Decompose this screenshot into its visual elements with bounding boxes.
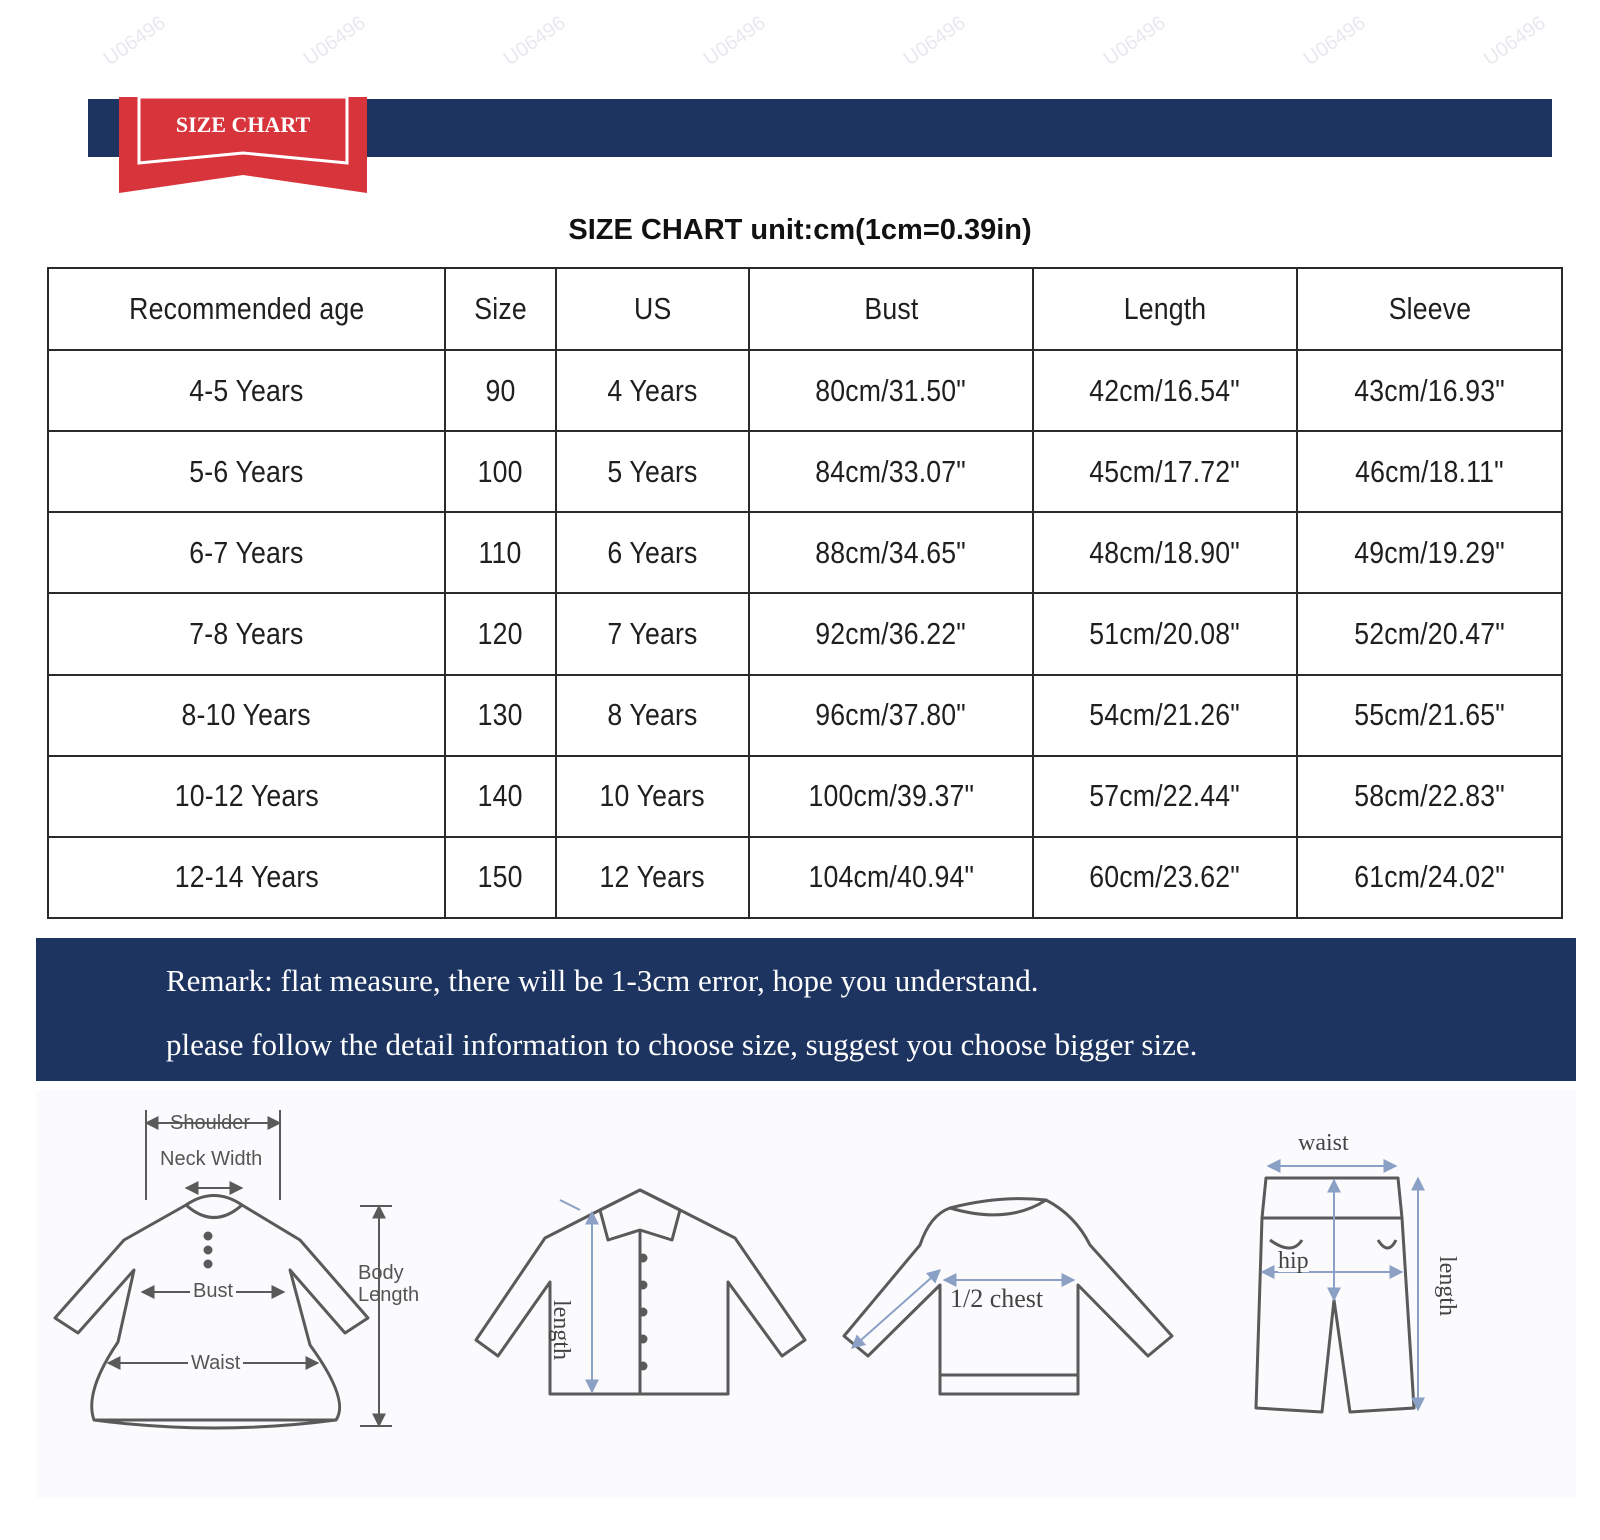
cell-length: 48cm/18.90" <box>1033 512 1297 593</box>
cell-age: 4-5 Years <box>48 350 445 431</box>
label-waist: Waist <box>188 1352 243 1374</box>
label-bust: Bust <box>190 1280 236 1302</box>
cell-sleeve: 55cm/21.65" <box>1297 675 1562 756</box>
cell-size: 110 <box>445 512 556 593</box>
watermark: U06496 <box>699 11 770 71</box>
cell-bust: 104cm/40.94" <box>749 837 1033 918</box>
remark-line-2: please follow the detail information to choose size, suggest you choose bigger size. <box>166 1027 1198 1062</box>
label-pants-length: length <box>1434 1256 1460 1316</box>
cell-sleeve: 58cm/22.83" <box>1297 756 1562 837</box>
cell-size: 140 <box>445 756 556 837</box>
cell-bust: 80cm/31.50" <box>749 350 1033 431</box>
cell-size: 100 <box>445 431 556 512</box>
cell-sleeve: 43cm/16.93" <box>1297 350 1562 431</box>
chart-title: SIZE CHART unit:cm(1cm=0.39in) <box>568 214 1032 246</box>
pants-measure-lines <box>1262 1166 1418 1410</box>
cell-us: 12 Years <box>556 837 749 918</box>
cell-size: 130 <box>445 675 556 756</box>
cell-length: 45cm/17.72" <box>1033 431 1297 512</box>
cell-sleeve: 49cm/19.29" <box>1297 512 1562 593</box>
cell-us: 10 Years <box>556 756 749 837</box>
cell-bust: 96cm/37.80" <box>749 675 1033 756</box>
cell-age: 5-6 Years <box>48 431 445 512</box>
cell-bust: 84cm/33.07" <box>749 431 1033 512</box>
cell-length: 54cm/21.26" <box>1033 675 1297 756</box>
cell-bust: 88cm/34.65" <box>749 512 1033 593</box>
cell-age: 6-7 Years <box>48 512 445 593</box>
watermark: U06496 <box>299 11 370 71</box>
header-recommended-age: Recommended age <box>48 268 445 350</box>
cell-sleeve: 61cm/24.02" <box>1297 837 1562 918</box>
watermark: U06496 <box>1299 11 1370 71</box>
cell-us: 6 Years <box>556 512 749 593</box>
cell-bust: 92cm/36.22" <box>749 593 1033 674</box>
header-sleeve: Sleeve <box>1297 268 1562 350</box>
cell-length: 42cm/16.54" <box>1033 350 1297 431</box>
dress-diagram <box>55 1196 368 1429</box>
cell-us: 4 Years <box>556 350 749 431</box>
cell-age: 7-8 Years <box>48 593 445 674</box>
label-shirt-length: length <box>548 1300 574 1360</box>
cell-us: 5 Years <box>556 431 749 512</box>
cell-bust: 100cm/39.37" <box>749 756 1033 837</box>
cell-age: 8-10 Years <box>48 675 445 756</box>
cell-age: 10-12 Years <box>48 756 445 837</box>
header-length: Length <box>1033 268 1297 350</box>
cell-age: 12-14 Years <box>48 837 445 918</box>
header-bust: Bust <box>749 268 1033 350</box>
watermark: U06496 <box>99 11 170 71</box>
watermark: U06496 <box>899 11 970 71</box>
cell-size: 120 <box>445 593 556 674</box>
cell-us: 7 Years <box>556 593 749 674</box>
label-body-length: Length <box>358 1284 420 1306</box>
cell-length: 51cm/20.08" <box>1033 593 1297 674</box>
cell-us: 8 Years <box>556 675 749 756</box>
label-pants-waist: waist <box>1298 1130 1349 1156</box>
shirt-diagram <box>476 1190 805 1394</box>
label-neck-width: Neck Width <box>160 1148 263 1170</box>
cell-length: 57cm/22.44" <box>1033 756 1297 837</box>
label-body: Body <box>358 1262 404 1284</box>
cell-sleeve: 46cm/18.11" <box>1297 431 1562 512</box>
watermark: U06496 <box>1099 11 1170 71</box>
remark-line-1: Remark: flat measure, there will be 1-3cm error, hope you understand. <box>166 963 1039 998</box>
cell-size: 150 <box>445 837 556 918</box>
watermark: U06496 <box>499 11 570 71</box>
label-shoulder: Shoulder <box>170 1112 251 1134</box>
cell-size: 90 <box>445 350 556 431</box>
ribbon-label: SIZE CHART <box>175 112 311 137</box>
watermark: U06496 <box>1479 11 1550 71</box>
cell-sleeve: 52cm/20.47" <box>1297 593 1562 674</box>
header-us: US <box>556 268 749 350</box>
header-size: Size <box>445 268 556 350</box>
cell-length: 60cm/23.62" <box>1033 837 1297 918</box>
label-pants-hip: hip <box>1278 1248 1309 1274</box>
label-half-chest: 1/2 chest <box>950 1284 1044 1313</box>
